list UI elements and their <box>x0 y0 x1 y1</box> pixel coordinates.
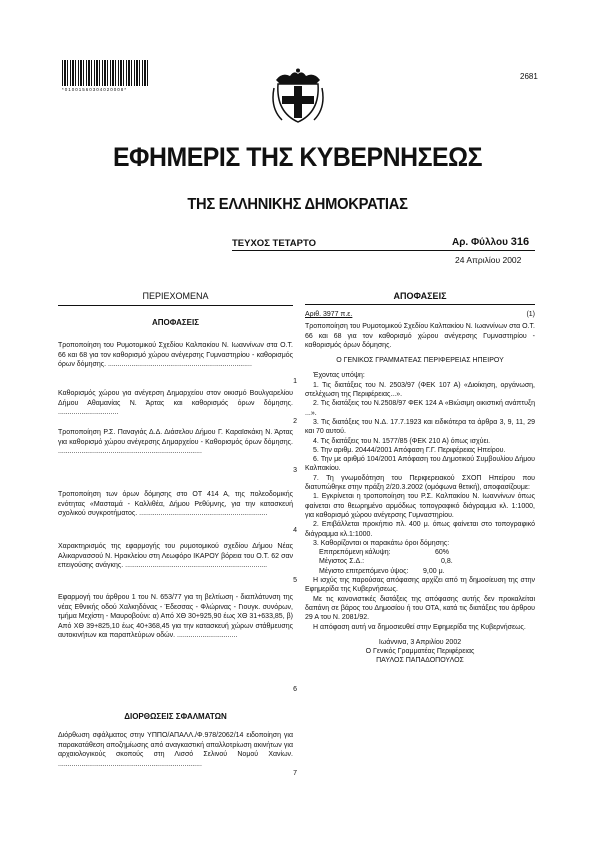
toc-section-corrections: ΔΙΟΡΘΩΣΕΙΣ ΣΦΑΛΜΑΤΩΝ <box>124 712 227 721</box>
toc-entry <box>58 428 297 474</box>
closing-paragraph: Με τις κανονιστικές διατάξεις της απόφασης αυτής δεν προκαλείται δαπάνη σε βάρος του Δημοσίου ή του ΟΤΑ, κατά τις διατάξεις του άρθρου 29 Α του Ν. 2081/92. <box>305 595 535 622</box>
toc-section-decisions: ΑΠΟΦΑΣΕΙΣ <box>151 317 200 327</box>
signature-name: ΠΑΥΛΟΣ ΠΑΠΑΔΟΠΟΥΛΟΣ <box>376 657 464 665</box>
consideration-item: 5. Την αριθμ. 20444/2001 Απόφαση Γ.Γ. Περιφέρειας Ηπείρου. <box>313 446 506 454</box>
toc-entry-text: Τροποποίηση Ρ.Σ. Παναγιάς Δ.Δ. Διάσελου Δήμου Γ. Καραϊσκάκη Ν. Άρτας για καθορισμό χώρου ανέγερσης Δημαρχείου - Καθορισμός όρων δόμησης. .......................................................................... <box>58 429 293 455</box>
decision-item: 2. Επιβάλλεται προκήπιο πλ. 400 μ. όπως φαίνεται στο τοπογραφικό διάγραμμα κλ.1:1000. <box>305 521 535 538</box>
toc-entry-text: Τροποποίηση των όρων δόμησης στο ΟΤ 414 Α, της πολεοδομικής ενότητας «Μασταμά - Καλλιθέα, Δήμου Ρεθύμνης, για την κατασκευή σχολικού συγκροτήματος. .................................................................. <box>58 491 293 517</box>
barcode <box>62 60 150 86</box>
sheet-number <box>452 236 529 248</box>
toc-column <box>58 292 293 327</box>
consideration-item: 6. Την με αριθμό 104/2001 Απόφαση του Δημοτικού Συμβουλίου Δήμου Καλπακίου. <box>305 456 535 473</box>
decision-number: (1) <box>526 311 535 319</box>
closing-paragraph: Η ισχύς της παρούσας απόφασης αρχίζει από τη δημοσίευση της στην Εφημερίδα της Κυβερνήσεως. <box>305 577 535 594</box>
toc-entry <box>58 389 297 425</box>
term-label: Μέγιστο επιτρεπόμενο ύψος: <box>319 567 409 575</box>
term-label: Επιτρεπόμενη κάλυψη: <box>319 549 391 557</box>
toc-entry-page: 1 <box>293 378 297 385</box>
consideration-item: 4. Τις διατάξεις του Ν. 1577/85 (ΦΕΚ 210 Α) όπως ισχύει. <box>313 437 491 445</box>
toc-entry <box>58 593 297 693</box>
toc-entry-text: Διόρθωση σφάλματος στην ΥΠΠΟ/ΑΠΑΛΛ./Φ.978/2062/14 ειδοποίηση για παρακατάθεση αποζημίωσης από αναγκαστική απαλλοτρίωση ακινήτων για αρχαιολογικούς σκοπούς στη Λισσό Σελινού Νομού Χανίων. .......................................................................... <box>58 732 293 768</box>
toc-entry-page: 5 <box>293 577 297 584</box>
header-rule <box>232 250 535 251</box>
toc-entry-text: Χαρακτηρισμός της εφαρμογής του ρυμοτομικού σχεδίου Δήμου Νέας Αλικαρνασσού Ν. Ηρακλείου στη Λεωφόρο ΙΚΑΡΟΥ βόρεια του Ο.Τ. 62 σαν επειγούσης ανάγκης. ......................................................................... <box>58 543 293 569</box>
consideration-item: 7. Τη γνωμοδότηση του Περιφερειακού ΣΧΟΠ Ηπείρου που διατυπώθηκε στην πράξη 2/20.3.2002 (ομόφωνα θετική), αποφασίζουμε: <box>305 474 535 492</box>
toc-heading: ΠΕΡΙΕΧΟΜΕΝΑ <box>142 291 209 301</box>
consideration-item: 1. Τις διατάξεις του Ν. 2503/97 (ΦΕΚ 107 Α) «Διοίκηση, οργάνωση, στελέχωση της Περιφέρειας...». <box>305 381 535 399</box>
term-value: 0,8. <box>441 558 453 566</box>
toc-entry-page: 7 <box>293 770 297 777</box>
signature-place-date: Ιωάννινα, 3 Απριλίου 2002 <box>378 638 462 646</box>
issue-type: ΤΕΥΧΟΣ ΤΕΤΑΡΤΟ <box>232 238 316 249</box>
greek-coat-of-arms-icon <box>272 68 324 126</box>
toc-entry-text: Τροποποίηση του Ρυμοτομικού Σχεδίου Καλπακίου Ν. Ιωαννίνων στα Ο.Τ. 66 και 68 για τον καθορισμό χώρου ανέγερσης Γυμναστηρίου - καθορισμός όρων δόμησης. .......................................................................... <box>58 342 293 368</box>
toc-entry-text: Καθορισμός χώρου για ανέγερση Δημαρχείου στον οικισμό Βουλγαρελίου Δήμου Αθαμανίας Ν. Άρτας και καθορισμός όρων δόμησης. ............................... <box>58 390 293 416</box>
toc-entry-text: Εφαρμογή του άρθρου 1 του Ν. 653/77 για τη βελτίωση - διαπλάτυνση της νέας Εθνικής οδού Χαλκηδόνας - Έδεσσας - Φλώρινας - Γιουγκ. συνόρων, τμήμα Μεχίστη - Μαυροβούνι: α) Από ΧΘ 30+925,90 έως ΧΘ 31+633,85, β) Από ΧΘ 39+825,10 έως 40+368,45 για την κατασκευή χώρων στάθμευσης αυτοκινήτων και παραπλεύρων οδών. ............................... <box>58 594 293 639</box>
having-in-mind: Έχοντας υπόψη: <box>313 372 365 380</box>
term-label: Μέγιστος Σ.Δ.: <box>319 558 365 566</box>
decision-column <box>305 292 535 666</box>
toc-entry <box>58 731 297 777</box>
decision-ref: Αριθ. 3977 π.ε. <box>305 311 353 319</box>
issue-date: 24 Απριλίου 2002 <box>455 255 522 265</box>
sheet-label: Αρ. Φύλλου <box>452 237 508 248</box>
toc-entry <box>58 542 297 584</box>
decision-subject: Τροποποίηση του Ρυμοτομικού Σχεδίου Καλπακίου Ν. Ιωαννίνων στα Ο.Τ. 66 και 68 για τον καθορισμό χώρου ανέγερσης Γυμναστηρίου - καθορισμός όρων δόμησης. <box>305 323 535 349</box>
signature-title: Ο Γενικός Γραμματέας Περιφέρειας <box>365 648 475 656</box>
consideration-item: 2. Τις διατάξεις του Ν.2508/97 ΦΕΚ 124 Α «Βιώσιμη οικιστική ανάπτυξη ...». <box>305 400 535 417</box>
consideration-item: 3. Τις διατάξεις του Ν.Δ. 17.7.1923 και ειδικότερα τα άρθρα 3, 9, 11, 29 και 70 αυτού. <box>305 418 535 436</box>
toc-entry <box>58 341 297 385</box>
term-value: 60% <box>435 549 450 557</box>
toc-entry <box>58 490 297 534</box>
closing-paragraph: Η απόφαση αυτή να δημοσιευθεί στην Εφημερίδα της Κυβερνήσεως. <box>313 623 526 631</box>
decision-item: 3. Καθορίζονται οι παρακάτω όροι δόμησης: <box>313 539 450 547</box>
gazette-title: ΕΦΗΜΕΡΙΣ ΤΗΣ ΚΥΒΕΡΝΗΣΕΩΣ <box>112 142 483 172</box>
decision-item: 1. Εγκρίνεται η τροποποίηση του Ρ.Σ. Καλπακίου Ν. Ιωαννίνων όπως φαίνεται στο θεωρημένο αρμόδιως τοπογραφικό διάγραμμα κλ. 1:1000, για καθορισμό χώρου ανέγερσης Γυμναστηρίου. <box>305 493 535 519</box>
toc-entry-page: 3 <box>293 467 297 474</box>
toc-entry-page: 2 <box>293 418 297 425</box>
toc-rule <box>58 305 293 306</box>
barcode-number: *01001560304020008* <box>62 87 128 92</box>
toc-entry-page: 6 <box>293 686 297 693</box>
toc-entry-page: 4 <box>293 527 297 534</box>
decisions-heading: ΑΠΟΦΑΣΕΙΣ <box>393 291 447 301</box>
sheet-number-value: 316 <box>510 236 530 248</box>
decision-authority: Ο ΓΕΝΙΚΟΣ ΓΡΑΜΜΑΤΕΑΣ ΠΕΡΙΦΕΡΕΙΑΣ ΗΠΕΙΡΟΥ <box>336 357 504 365</box>
page-number: 2681 <box>520 72 538 81</box>
decisions-rule <box>305 304 535 305</box>
term-value: 9,00 μ. <box>423 567 445 575</box>
gazette-subtitle: ΤΗΣ ΕΛΛΗΝΙΚΗΣ ΔΗΜΟΚΡΑΤΙΑΣ <box>187 196 408 213</box>
